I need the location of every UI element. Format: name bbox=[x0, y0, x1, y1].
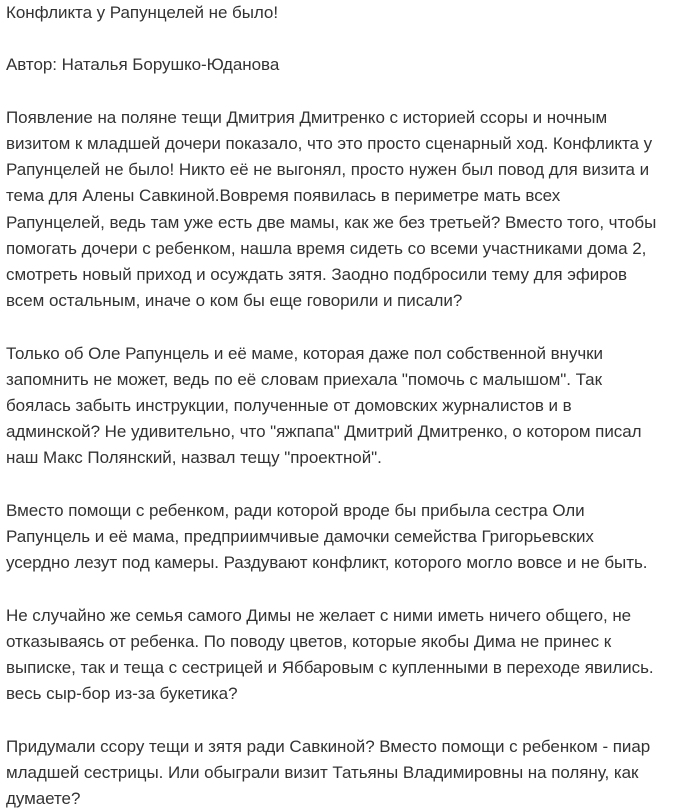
paragraph-line: наш Макс Полянский, назвал тещу "проектной". bbox=[6, 448, 382, 468]
article-title: Конфликта у Рапунцелей не было! bbox=[6, 3, 279, 22]
paragraph-line: выписке, так и теща с сестрицей и Ябб​аровым с купленными в переходе явились. bbox=[6, 658, 654, 677]
paragraph-line: усердно лезут под камеры. Раздувают конфликт, которого могло вовсе и не быть. bbox=[6, 553, 648, 573]
paragraph-line: Рапунцелей, ведь там уже есть две мамы, как же без третьей? Вместо того, чтобы bbox=[6, 212, 657, 232]
paragraph-line: весь сыр-бор из-за букетика? bbox=[6, 684, 238, 704]
paragraph-line: смотреть новый приход и осуждать зятя. Заодно подбросили тему для эфиров bbox=[6, 265, 628, 284]
paragraph-line: тема для Алены Савкиной.Вовремя появилась в периметре мать всех bbox=[6, 186, 561, 206]
paragraph-line: визитом к младшей дочери показало, что это просто сценарный ход. Конфликта у bbox=[6, 133, 653, 153]
paragraph-line: Рапунцелей не было! Никто её не выгонял, просто нужен был повод для визита и bbox=[6, 160, 650, 180]
article-author: Автор: Наталья Борушко-Юданова bbox=[6, 55, 280, 75]
paragraph-line: Появление на поляне тещи Дмитрия Дмитренко с историей ссоры и ночным bbox=[6, 107, 608, 127]
paragraph-line: помогать дочери с ребенком, нашла время сидеть со всеми участниками дома 2, bbox=[6, 238, 647, 258]
paragraph-line: Рапунцель и её мама, предприимчивые дамочки семейства Григорьевских bbox=[6, 527, 594, 546]
paragraph-line: Только об Оле Рапунцель и её маме, которая даже пол собственной внучки bbox=[6, 343, 603, 363]
paragraph-line: боялась забыть инструкции, полученные от домовских журналистов и в bbox=[6, 396, 572, 415]
paragraph-line: админской? Не удивительно, что "яжпапа" Дмитрий Дмитренко, о котором писал bbox=[6, 422, 642, 442]
paragraph-line: младшей сестрицы. Или обыграли визит Татьяны Владимировны на поляну, как bbox=[6, 762, 639, 782]
paragraph-2 bbox=[6, 341, 679, 472]
paragraph-line: думаете? bbox=[6, 789, 81, 808]
paragraph-3 bbox=[6, 498, 679, 577]
paragraph-1 bbox=[6, 105, 679, 315]
paragraph-line: отказываясь от ребенка. По поводу цветов, которые якобы Дима не принес к bbox=[6, 631, 612, 651]
paragraph-line: Придумали ссору тещи и зятя ради Савкиной? Вместо помощи с ребенком - пиар bbox=[6, 736, 651, 756]
paragraph-line: запомнить не может, ведь по её словам приехала "помочь с малышом". Так bbox=[6, 369, 602, 389]
paragraph-line: Не случайно же семья самого Димы не желает с ними иметь ничего общего, не bbox=[6, 605, 632, 625]
paragraph-line: Вместо помощи с ребенком, ради которой вроде бы прибыла сестра Оли bbox=[6, 500, 585, 520]
paragraph-5 bbox=[6, 734, 679, 812]
paragraph-line: всем остальным, иначе о ком бы еще говорили и писали? bbox=[6, 291, 463, 311]
paragraph-4 bbox=[6, 603, 679, 708]
